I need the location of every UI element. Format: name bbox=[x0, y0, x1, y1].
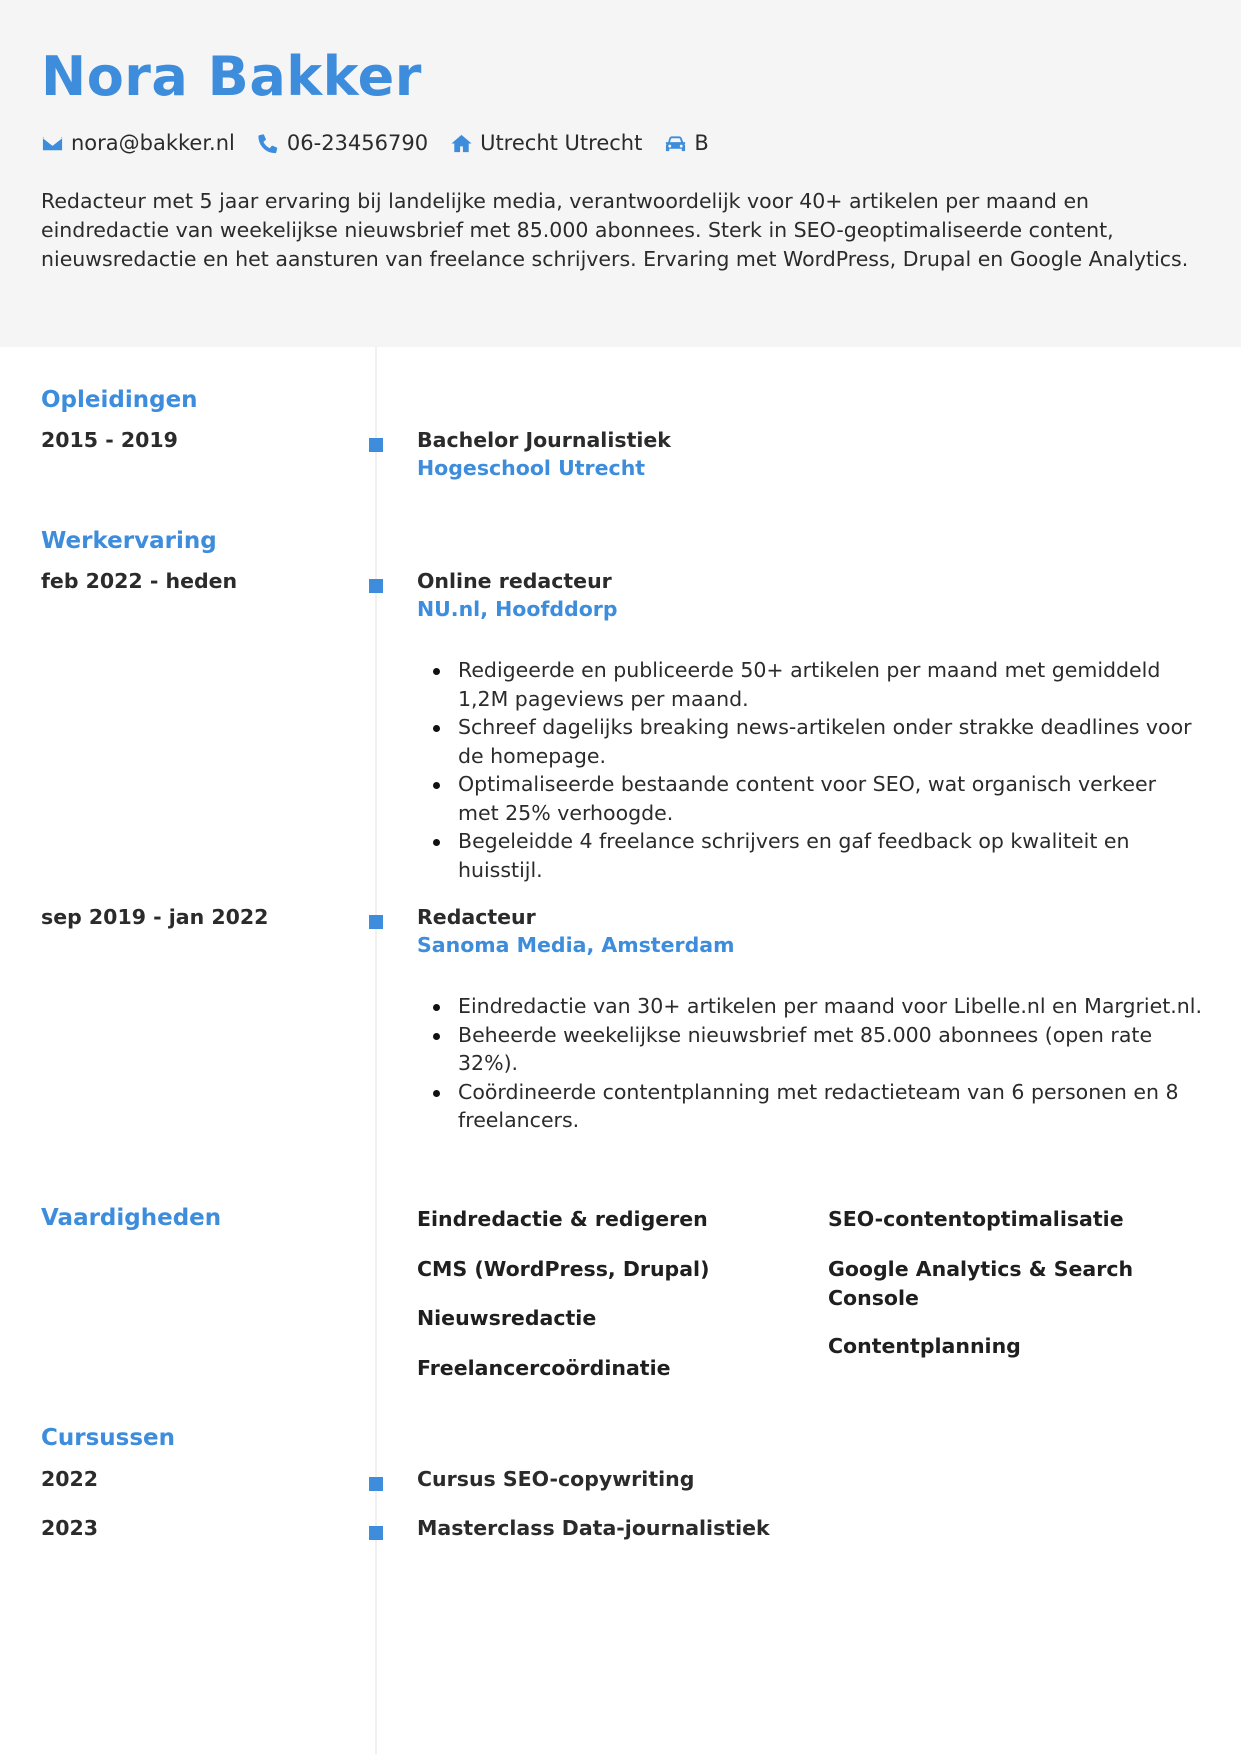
skill-item: Nieuwsredactie bbox=[417, 1306, 597, 1330]
education-degree: Bachelor Journalistiek bbox=[417, 428, 671, 452]
job-bullets bbox=[417, 656, 1202, 884]
envelope-icon bbox=[41, 132, 64, 155]
timeline-divider bbox=[375, 347, 377, 1754]
skill-item: SEO-contentoptimalisatie bbox=[828, 1207, 1124, 1231]
list-item: Beheerde weekelijkse nieuwsbrief met 85.000 abonnees (open rate 32%). bbox=[417, 1021, 1202, 1078]
course-date: 2023 bbox=[41, 1516, 99, 1540]
course-title: Masterclass Data-journalistiek bbox=[417, 1516, 770, 1540]
timeline-marker bbox=[369, 579, 383, 593]
job-bullets bbox=[417, 992, 1202, 1135]
section-title-skills: Vaardigheden bbox=[41, 1205, 222, 1231]
home-icon bbox=[450, 132, 473, 155]
job-title: Redacteur bbox=[417, 905, 536, 929]
timeline-marker bbox=[369, 438, 383, 452]
skill-item: CMS (WordPress, Drupal) bbox=[417, 1257, 710, 1281]
profile-summary: Redacteur met 5 jaar ervaring bij landelijke media, verantwoordelijk voor 40+ artikelen per maand en eindredactie van weekelijkse nieuwsbrief met 85.000 abonnees. Sterk in SEO-geoptimaliseerde content, nieuwsredactie en het aansturen van freelance schrijvers. Ervaring met WordPress, Drupal en Google Analytics. bbox=[41, 189, 1189, 271]
list-item: Optimaliseerde bestaande content voor SEO, wat organisch verkeer met 25% verhoogde. bbox=[417, 770, 1202, 827]
contact-email[interactable] bbox=[41, 131, 235, 155]
skill-item: Google Analytics & Search Console bbox=[828, 1257, 1134, 1310]
list-item: Begeleidde 4 freelance schrijvers en gaf feedback op kwaliteit en huisstijl. bbox=[417, 827, 1202, 884]
skill-item: Eindredactie & redigeren bbox=[417, 1207, 708, 1231]
location-text: Utrecht Utrecht bbox=[480, 131, 643, 155]
email-text: nora@bakker.nl bbox=[71, 131, 235, 155]
education-institution: Hogeschool Utrecht bbox=[417, 456, 646, 480]
contact-row bbox=[41, 128, 731, 158]
timeline-marker bbox=[369, 1526, 383, 1540]
list-item: Coördineerde contentplanning met redactieteam van 6 personen en 8 freelancers. bbox=[417, 1078, 1202, 1135]
timeline-marker bbox=[369, 1477, 383, 1491]
contact-location bbox=[450, 131, 642, 155]
header bbox=[0, 0, 1241, 347]
section-title-experience: Werkervaring bbox=[41, 528, 217, 554]
timeline-marker bbox=[369, 915, 383, 929]
phone-icon bbox=[257, 132, 280, 155]
list-item: Eindredactie van 30+ artikelen per maand voor Libelle.nl en Margriet.nl. bbox=[417, 992, 1202, 1021]
course-title: Cursus SEO-copywriting bbox=[417, 1467, 695, 1491]
skill-item: Freelancercoördinatie bbox=[417, 1356, 671, 1380]
list-item: Redigeerde en publiceerde 50+ artikelen per maand met gemiddeld 1,2M pageviews per maand. bbox=[417, 656, 1202, 713]
job-company: NU.nl, Hoofddorp bbox=[417, 597, 618, 621]
experience-date: feb 2022 - heden bbox=[41, 569, 238, 593]
car-icon bbox=[664, 132, 687, 155]
education-date: 2015 - 2019 bbox=[41, 428, 178, 452]
section-title-courses: Cursussen bbox=[41, 1425, 176, 1451]
contact-phone[interactable] bbox=[257, 131, 428, 155]
experience-date: sep 2019 - jan 2022 bbox=[41, 905, 269, 929]
candidate-name: Nora Bakker bbox=[41, 45, 422, 108]
course-date: 2022 bbox=[41, 1467, 99, 1491]
job-company: Sanoma Media, Amsterdam bbox=[417, 933, 735, 957]
contact-license bbox=[664, 131, 708, 155]
license-text: B bbox=[694, 131, 709, 155]
section-title-education: Opleidingen bbox=[41, 387, 198, 413]
skill-item: Contentplanning bbox=[828, 1334, 1021, 1358]
list-item: Schreef dagelijks breaking news-artikelen onder strakke deadlines voor de homepage. bbox=[417, 713, 1202, 770]
job-title: Online redacteur bbox=[417, 569, 612, 593]
phone-text: 06-23456790 bbox=[286, 131, 429, 155]
